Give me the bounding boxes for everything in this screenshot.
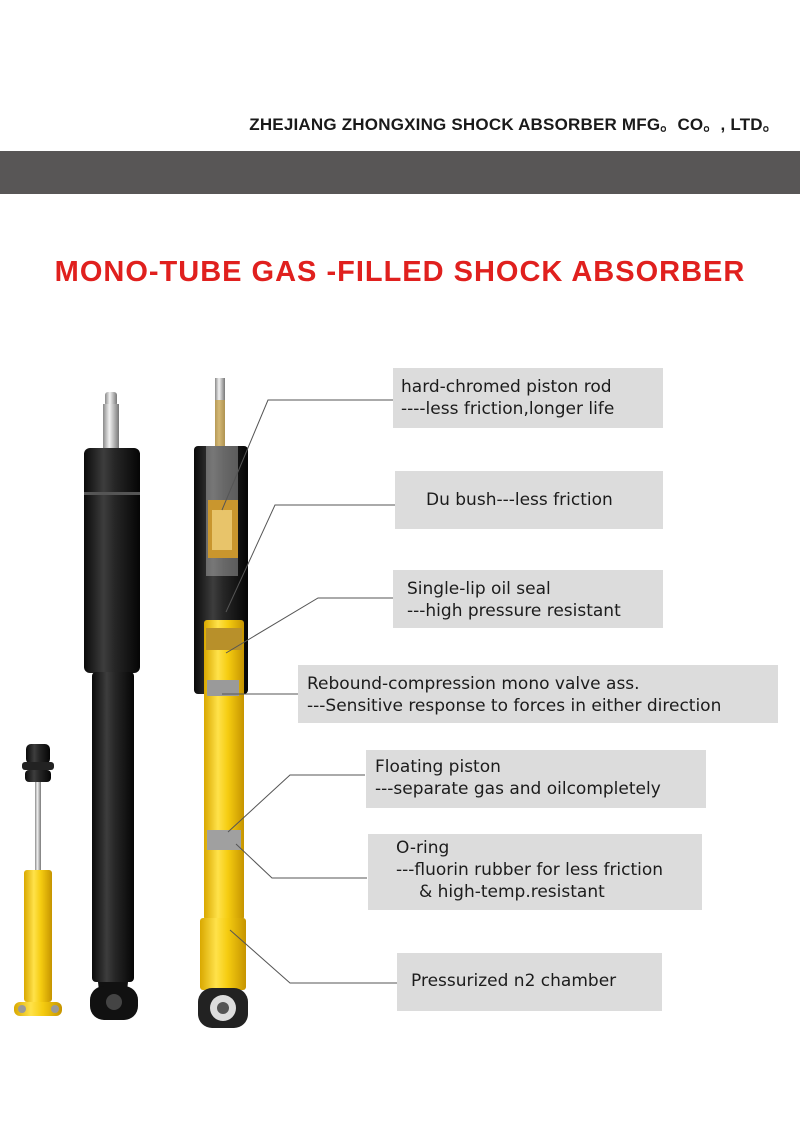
callout-du-bush (395, 471, 663, 529)
callout-text: hard-chromed piston rod (401, 377, 612, 397)
page-title: MONO-TUBE GAS -FILLED SHOCK ABSORBER (54, 256, 746, 288)
company-name: ZHEJIANG ZHONGXING SHOCK ABSORBER MFG。CO。, LTD。 (249, 115, 780, 134)
callout-text: ----less friction,longer life (401, 399, 615, 419)
header-band (0, 151, 800, 194)
callout-text: Floating piston (375, 757, 501, 777)
callout-text: & high-temp.resistant (419, 882, 605, 902)
callout-text: ---Sensitive response to forces in either direction (307, 696, 722, 716)
callout-text: ---separate gas and oilcompletely (375, 779, 661, 799)
callout-oil-seal (393, 570, 663, 628)
cutaway-shock-absorber (194, 378, 248, 1028)
small-shock-absorber (14, 744, 62, 1016)
callout-n2-chamber (397, 953, 662, 1011)
callout-text: Single-lip oil seal (407, 579, 551, 599)
callout-floating-piston (366, 750, 706, 808)
callout-text: ---fluorin rubber for less friction (396, 860, 664, 880)
callout-valve-assembly (298, 665, 778, 723)
callout-text: O-ring (396, 838, 450, 858)
callout-text: Pressurized n2 chamber (411, 971, 617, 991)
callout-text: ---high pressure resistant (407, 601, 621, 621)
callout-o-ring (368, 834, 702, 910)
callout-text: Du bush---less friction (426, 490, 613, 510)
black-shock-absorber (84, 392, 140, 1020)
callout-piston-rod (393, 368, 663, 428)
callout-text: Rebound-compression mono valve ass. (307, 674, 640, 694)
